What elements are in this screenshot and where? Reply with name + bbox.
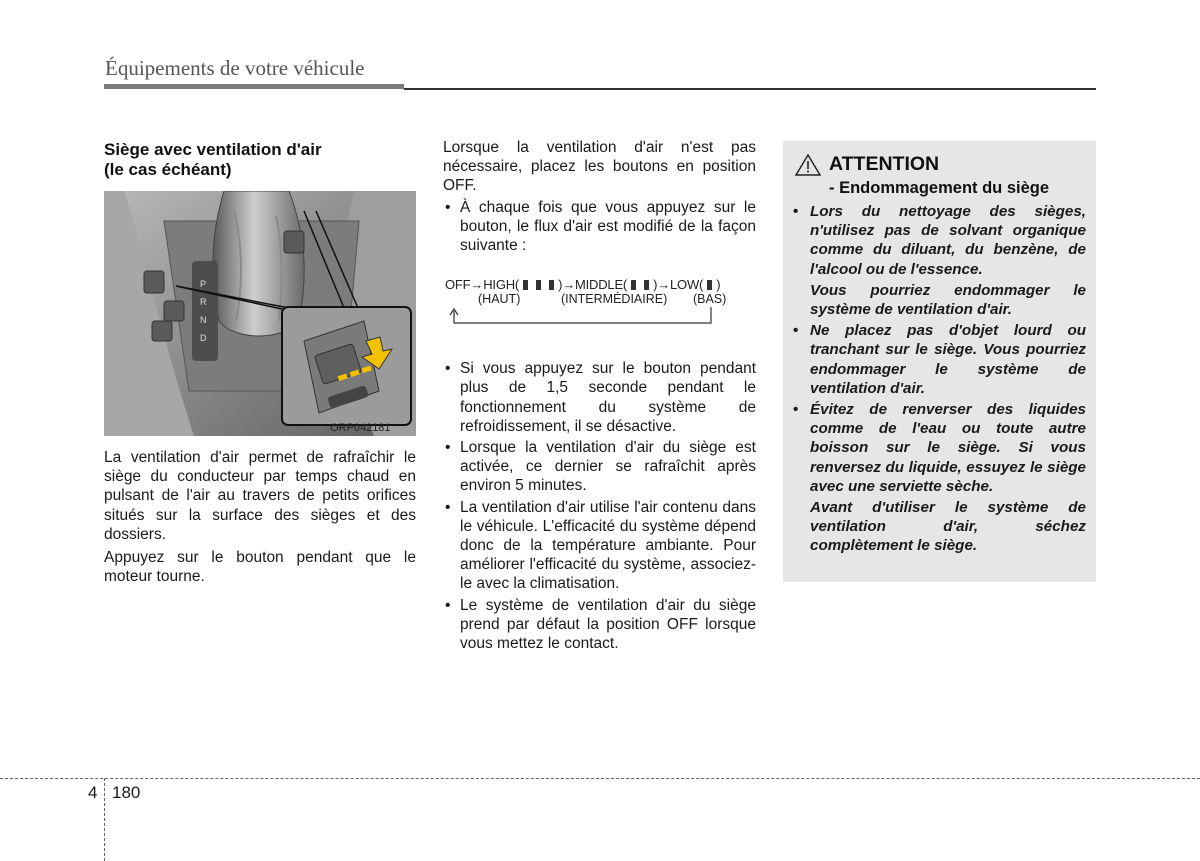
intro-text <box>104 448 416 590</box>
section-heading-line1: Siège avec ventilation d'air <box>104 140 322 159</box>
warning-header <box>795 153 1086 176</box>
list-item <box>443 596 756 654</box>
seq-label-bas: (BAS) <box>693 292 727 307</box>
sequence-line <box>445 277 720 292</box>
column-2 <box>443 138 756 655</box>
warning-list <box>793 202 1086 556</box>
list-item-text: Si vous appuyez sur le bouton pendant plus de 1,5 seconde pendant le fonctionnement du système de refroidissement, il se désactive. <box>460 360 756 435</box>
airflow-sequence <box>443 277 756 341</box>
footer-rule <box>0 778 1200 779</box>
console-illustration <box>104 191 416 436</box>
list-item <box>443 359 756 436</box>
warning-item <box>793 400 1086 556</box>
svg-text:D: D <box>200 333 207 343</box>
seq-label-haut: (HAUT) <box>478 292 521 307</box>
warning-triangle-icon <box>795 154 821 176</box>
svg-text:R: R <box>200 297 207 307</box>
warning-item <box>793 202 1086 319</box>
bullet-icon: • <box>445 498 451 516</box>
svg-text:N: N <box>200 315 207 325</box>
list-item <box>443 438 756 496</box>
vent-icon <box>521 279 530 291</box>
list-item-text: La ventilation d'air utilise l'air contenu dans le véhicule. L'efficacité du système dépend donc de la température ambiante. Pour améliorer l'efficacité du système, associez-le avec la climatisation. <box>460 498 756 593</box>
loop-back-arrow-icon <box>449 307 719 329</box>
seq-label-intermediaire: (INTERMÉDIAIRE) <box>561 292 668 307</box>
seq-off: OFF <box>445 277 471 293</box>
warning-item-extra: Avant d'utiliser le système de ventilation d'air, séchez complètement le siège. <box>810 499 1086 555</box>
bullet-list <box>443 198 756 256</box>
vent-icon <box>629 279 638 291</box>
warning-title: ATTENTION <box>829 153 940 175</box>
svg-text:P: P <box>200 279 207 289</box>
vent-icon <box>547 279 556 291</box>
warning-box <box>783 141 1096 582</box>
bullet-icon: • <box>793 401 799 419</box>
figure-code: ORP042181 <box>330 422 391 434</box>
warning-item-text: Évitez de renverser des liquides comme de l'eau ou toute autre boisson sur le siège. Si vous renversez du liquide, essuyez le siège avec une serviette sèche. <box>810 401 1086 495</box>
vent-icon <box>642 279 651 291</box>
arrow-icon: → <box>470 277 484 293</box>
warning-item-extra: Vous pourriez endommager le système de ventilation d'air. <box>810 281 1086 319</box>
section-heading <box>104 140 416 180</box>
bullet-icon: • <box>793 203 799 220</box>
running-header: Équipements de votre véhicule <box>105 56 365 80</box>
arrow-icon: → <box>657 277 671 293</box>
bullet-icon: • <box>793 322 799 340</box>
bullet-list <box>443 359 756 653</box>
footer-divider <box>104 778 105 861</box>
bullet-icon: • <box>445 439 451 457</box>
chapter-number: 4 <box>88 783 98 802</box>
seq-close: ) <box>558 277 563 293</box>
page-number: 180 <box>112 783 141 802</box>
list-item-text: À chaque fois que vous appuyez sur le bouton, le flux d'air est modifié de la façon suivante : <box>460 198 756 255</box>
warning-item-text: Lors du nettoyage des sièges, n'utilisez pas de solvant organique comme du diluant, du benzène, de l'alcool ou de l'essence. <box>810 203 1086 278</box>
bullet-icon: • <box>445 596 451 614</box>
header-rule <box>404 88 1096 90</box>
vent-icon <box>705 279 714 291</box>
paragraph: Appuyez sur le bouton pendant que le moteur tourne. <box>104 549 416 586</box>
warning-subtitle: - Endommagement du siège <box>829 179 1050 197</box>
bullet-icon: • <box>445 198 451 216</box>
arrow-icon: → <box>562 277 576 293</box>
section-heading-line2: (le cas échéant) <box>104 160 232 179</box>
warning-item-text: Ne placez pas d'objet lourd ou tranchant sur le siège. Vous pourriez endommager le système de ventilation d'air. <box>810 322 1086 397</box>
paragraph: Lorsque la ventilation d'air n'est pas nécessaire, placez les boutons en position OFF. <box>443 139 756 195</box>
paragraph: La ventilation d'air permet de rafraîchir le siège du conducteur par temps chaud en pulsant de l'air au travers de petits orifices situés sur la surface des sièges et des dossiers. <box>104 449 416 543</box>
seq-low: LOW( <box>670 277 704 293</box>
list-item-text: Le système de ventilation d'air du siège prend par défaut la position OFF lorsque vous mettez le contact. <box>460 596 756 653</box>
seq-close: ) <box>653 277 658 293</box>
vent-icon <box>534 279 543 291</box>
list-item <box>443 198 756 256</box>
list-item-text: Lorsque la ventilation d'air du siège est activée, ce dernier se rafraîchit après environ 5 minutes. <box>460 439 756 495</box>
seq-middle: MIDDLE( <box>575 277 628 293</box>
list-item <box>443 498 756 594</box>
seq-high: HIGH( <box>483 277 520 293</box>
seq-close: ) <box>716 277 721 293</box>
bullet-icon: • <box>445 360 451 378</box>
warning-item <box>793 321 1086 398</box>
header-rule-accent <box>104 84 404 89</box>
